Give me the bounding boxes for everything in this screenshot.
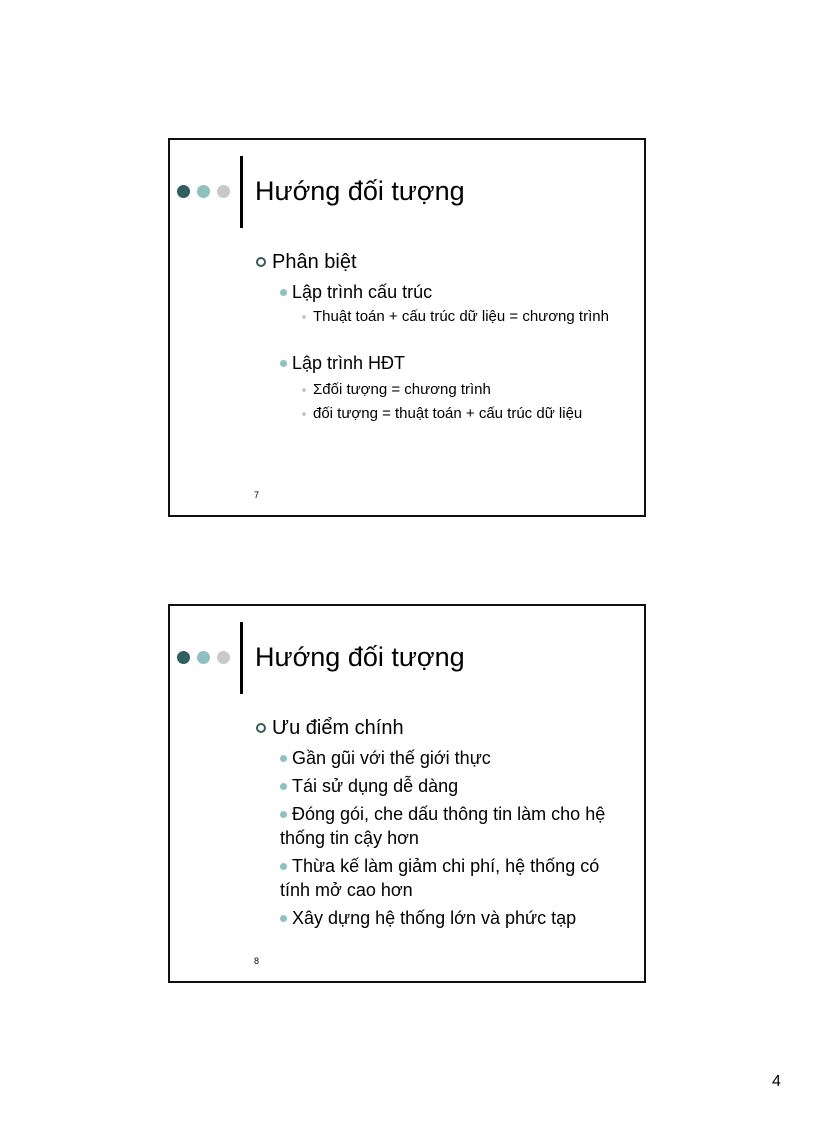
bullet-level3 [302, 380, 622, 400]
bullet-level2 [280, 774, 620, 798]
bullet-level2 [280, 280, 620, 304]
bullet-level2 [280, 802, 610, 850]
bullet-level3 [302, 307, 622, 327]
gray-dot-icon [217, 185, 230, 198]
bullet-text: Thuật toán + cấu trúc dữ liệu = chương trình [313, 308, 609, 325]
dot-bullet-icon [280, 360, 287, 367]
teal-dot-icon [197, 185, 210, 198]
slide-dots-decoration [177, 651, 237, 665]
bullet-text: Ưu điểm chính [272, 717, 404, 739]
bullet-level2 [280, 906, 620, 930]
bullet-level2 [280, 351, 620, 375]
bullet-text: Lập trình cấu trúc [292, 282, 433, 302]
dot-bullet-icon [280, 755, 287, 762]
bullet-text: Gần gũi với thế giới thực [292, 748, 491, 768]
slide-number: 7 [254, 490, 260, 500]
title-divider [240, 156, 243, 228]
small-dot-bullet-icon [302, 412, 306, 416]
bullet-text: Đóng gói, che dấu thông tin làm cho hệ thống tin cậy hơn [280, 804, 606, 848]
small-dot-bullet-icon [302, 388, 306, 392]
slide-number: 8 [254, 956, 260, 966]
ring-bullet-icon [256, 257, 266, 267]
bullet-level2 [280, 746, 620, 770]
slide-7 [168, 138, 646, 517]
dot-bullet-icon [280, 811, 287, 818]
bullet-text: Phân biệt [272, 251, 357, 273]
slide-8 [168, 604, 646, 983]
bullet-text: Tái sử dụng dễ dàng [292, 776, 459, 796]
bullet-text: Xây dựng hệ thống lớn và phức tạp [292, 908, 577, 928]
dot-bullet-icon [280, 915, 287, 922]
gray-dot-icon [217, 651, 230, 664]
slide-dots-decoration [177, 185, 237, 199]
ring-bullet-icon [256, 723, 266, 733]
dot-bullet-icon [280, 289, 287, 296]
dark-dot-icon [177, 651, 190, 664]
dark-dot-icon [177, 185, 190, 198]
page-number: 4 [772, 1073, 781, 1090]
small-dot-bullet-icon [302, 315, 306, 319]
bullet-text: Lập trình HĐT [292, 353, 406, 373]
bullet-level2 [280, 854, 615, 902]
bullet-text: Σđối tượng = chương trình [313, 381, 491, 398]
bullet-level3 [302, 404, 622, 424]
slide-title: Hướng đối tượng [255, 176, 465, 206]
title-divider [240, 622, 243, 694]
teal-dot-icon [197, 651, 210, 664]
dot-bullet-icon [280, 863, 287, 870]
bullet-text: đối tượng = thuật toán + cấu trúc dữ liệu [313, 405, 583, 422]
bullet-text: Thừa kế làm giảm chi phí, hệ thống có tính mở cao hơn [280, 856, 600, 900]
slide-title: Hướng đối tượng [255, 642, 465, 672]
dot-bullet-icon [280, 783, 287, 790]
